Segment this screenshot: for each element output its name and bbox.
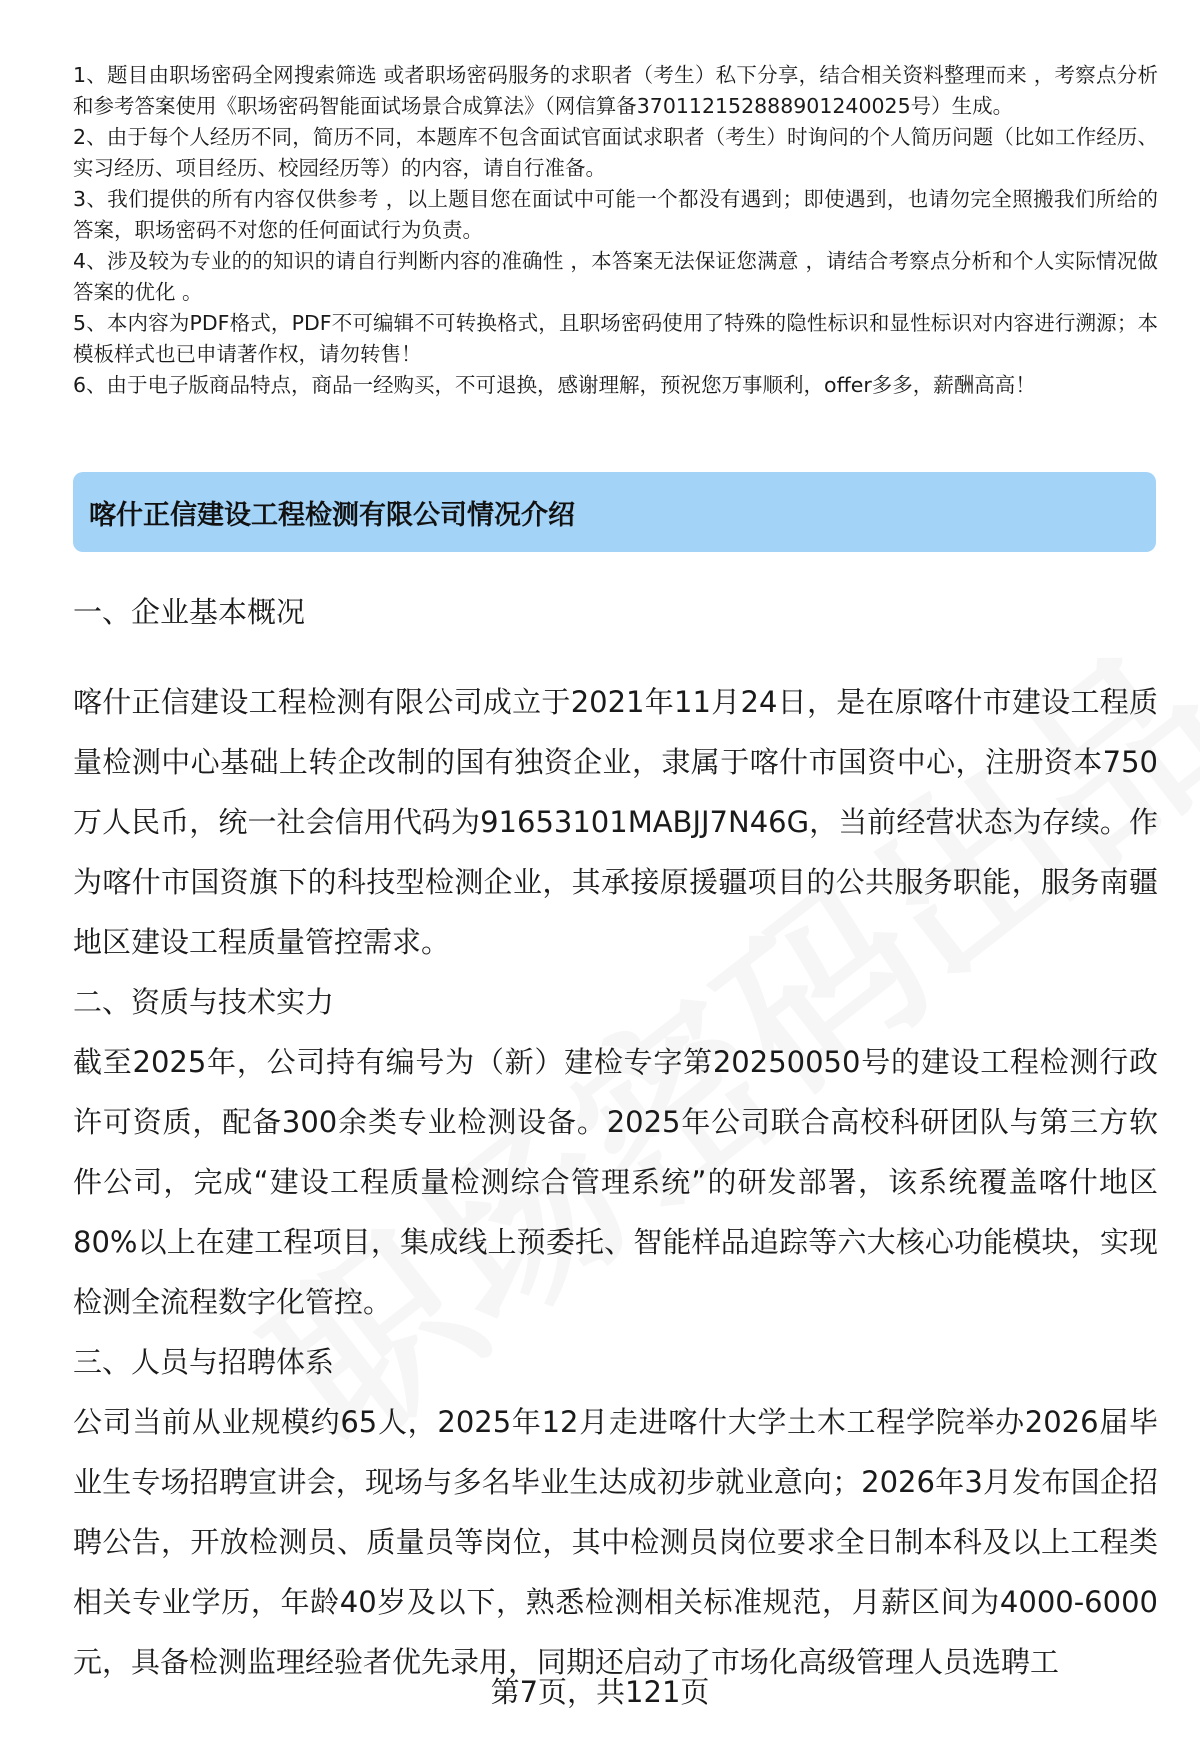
section-paragraph: 截至2025年，公司持有编号为（新）建检专字第20250050号的建设工程检测行政许可资质，配备300余类专业检测设备。2025年公司联合高校科研团队与第三方软件公司，完成“建设工程质量检测综合管理系统”的研发部署，该系统覆盖喀什地区80%以上在建工程项目，集成线上预委托、智能样品追踪等六大核心功能模块，实现检测全流程数字化管控。 xyxy=(73,1045,1158,1319)
section-heading: 一、企业基本概况 xyxy=(73,595,306,629)
section-paragraph: 喀什正信建设工程检测有限公司成立于2021年11月24日，是在原喀什市建设工程质量检测中心基础上转企改制的国有独资企业，隶属于喀什市国资中心，注册资本750万人民币，统一社会信用代码为91653101MABJJ7N46G，当前经营状态为存续。作为喀什市国资旗下的科技型检测企业，其承接原援疆项目的公共服务职能，服务南疆地区建设工程质量管控需求。 xyxy=(73,685,1158,959)
note-item: 1、题目由职场密码全网搜索筛选 或者职场密码服务的求职者（考生）私下分享，结合相关资料整理而来 ，考察点分析和参考答案使用《职场密码智能面试场景合成算法》（网信算备370112152888901240025号）生成。 xyxy=(73,63,1158,118)
note-item: 5、本内容为PDF格式，PDF不可编辑不可转换格式，且职场密码使用了特殊的隐性标识和显性标识对内容进行溯源；本模板样式也已申请著作权，请勿转售！ xyxy=(73,311,1158,366)
document-body xyxy=(73,582,1158,1692)
note-item: 3、我们提供的所有内容仅供参考 ，以上题目您在面试中可能一个都没有遇到；即使遇到，也请勿完全照搬我们所给的答案，职场密码不对您的任何面试行为负责。 xyxy=(73,187,1158,242)
banner-title: 喀什正信建设工程检测有限公司情况介绍 xyxy=(89,499,575,531)
section-paragraph: 公司当前从业规模约65人，2025年12月走进喀什大学土木工程学院举办2026届毕业生专场招聘宣讲会，现场与多名毕业生达成初步就业意向；2026年3月发布国企招聘公告，开放检测员、质量员等岗位，其中检测员岗位要求全日制本科及以上工程类相关专业学历，年龄40岁及以下，熟悉检测相关标准规范，月薪区间为4000-6000元，具备检测监理经验者优先录用，同期还启动了市场化高级管理人员选聘工 xyxy=(73,1405,1158,1679)
section-heading: 二、资质与技术实力 xyxy=(73,985,335,1019)
page-number: 第7页，共121页 xyxy=(490,1675,710,1709)
note-item: 2、由于每个人经历不同，简历不同，本题库不包含面试官面试求职者（考生）时询问的个人简历问题（比如工作经历、实习经历、项目经历、校园经历等）的内容，请自行准备。 xyxy=(73,125,1158,180)
section-banner xyxy=(73,472,1156,552)
note-item: 6、由于电子版商品特点，商品一经购买，不可退换，感谢理解，预祝您万事顺利，offer多多，薪酬高高！ xyxy=(73,373,1036,397)
section-heading: 三、人员与招聘体系 xyxy=(73,1345,335,1379)
disclaimer-notes xyxy=(73,60,1158,401)
note-item: 4、涉及较为专业的的知识的请自行判断内容的准确性 ，本答案无法保证您满意 ，请结合考察点分析和个人实际情况做答案的优化 。 xyxy=(73,249,1158,304)
